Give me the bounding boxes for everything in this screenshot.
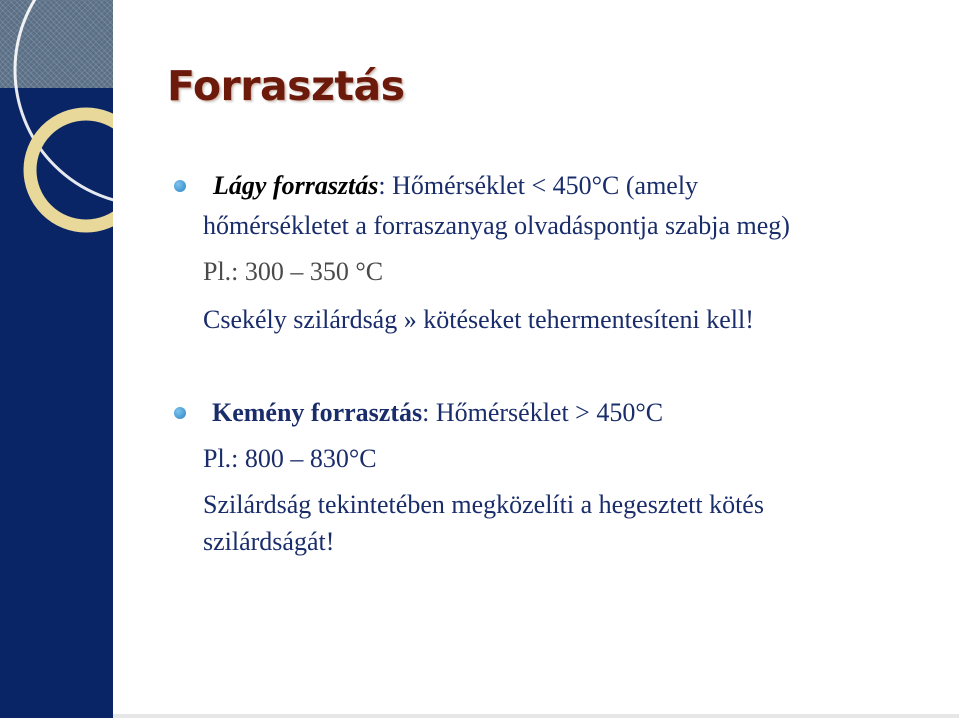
bullet-2-line bbox=[212, 398, 663, 428]
slide-title: Forrasztás bbox=[167, 62, 405, 110]
bullet-2-note-line-2: szilárdságát! bbox=[203, 527, 335, 556]
bullet-1-example: Pl.: 300 – 350 °C bbox=[203, 257, 384, 286]
bullet-2-example: Pl.: 800 – 830°C bbox=[203, 444, 377, 473]
bullet-1-continuation: hőmérsékletet a forraszanyag olvadáspontja szabja meg) bbox=[203, 211, 790, 240]
bullet-1-term: Lágy forrasztás bbox=[213, 171, 379, 200]
bullet-icon bbox=[174, 407, 186, 419]
bullet-1-line bbox=[213, 171, 698, 201]
sidebar-decoration bbox=[0, 0, 113, 718]
bullet-icon bbox=[174, 180, 186, 192]
sidebar-arcs bbox=[0, 0, 113, 718]
bullet-1-note: Csekély szilárdság » kötéseket tehermentesíteni kell! bbox=[203, 305, 754, 334]
gold-ring bbox=[30, 114, 113, 226]
bullet-1-rest: : Hőmérséklet < 450°C (amely bbox=[378, 171, 699, 200]
bottom-rule bbox=[113, 714, 959, 718]
bullet-2-rest: : Hőmérséklet > 450°C bbox=[422, 398, 664, 427]
bullet-2-note-line-1: Szilárdság tekintetében megközelíti a hegesztett kötés bbox=[203, 490, 764, 519]
bullet-2-term: Kemény forrasztás bbox=[212, 398, 423, 427]
